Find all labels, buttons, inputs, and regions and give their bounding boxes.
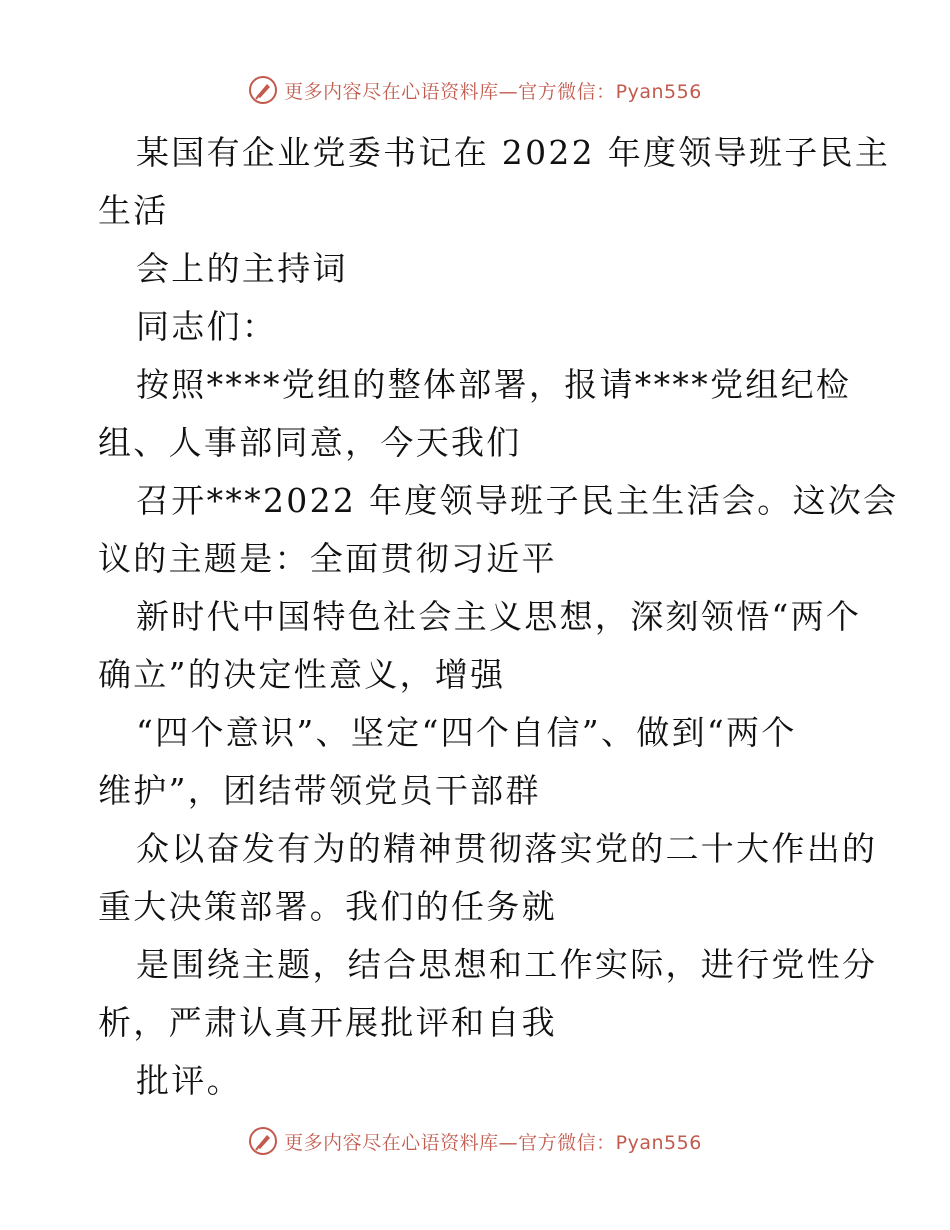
watermark-text: 更多内容尽在心语资料库—官方微信：Pyan556 xyxy=(284,80,702,103)
paragraph-line: 议的主题是：全面贯彻习近平 xyxy=(98,539,557,578)
paragraph-line: 新时代中国特色社会主义思想，深刻领悟“两个 xyxy=(136,597,862,636)
paragraph-line: 维护”，团结带领党员干部群 xyxy=(98,771,541,810)
paragraph-line: 确立”的决定性意义，增强 xyxy=(98,655,506,694)
document-body xyxy=(98,124,899,1110)
footer-watermark xyxy=(0,1121,950,1161)
watermark-brand xyxy=(248,1126,702,1156)
paragraph-line: 组、人事部同意，今天我们 xyxy=(98,423,522,462)
paragraph-line: 召开***2022 年度领导班子民主生活会。这次会 xyxy=(136,481,899,520)
quill-pen-icon xyxy=(248,1126,278,1156)
title-line-2: 生活 xyxy=(98,191,169,230)
paragraph-line: “四个意识”、坚定“四个自信”、做到“两个 xyxy=(136,713,797,752)
title-line-3: 会上的主持词 xyxy=(136,249,348,288)
salutation: 同志们： xyxy=(136,307,278,346)
paragraph-line: 批评。 xyxy=(136,1061,242,1100)
paragraph-line: 按照****党组的整体部署，报请****党组纪检 xyxy=(136,365,852,404)
header-watermark xyxy=(0,70,950,110)
paragraph-line: 是围绕主题，结合思想和工作实际，进行党性分 xyxy=(136,945,878,984)
title-line-1: 某国有企业党委书记在 2022 年度领导班子民主 xyxy=(136,133,891,172)
paragraph-line: 众以奋发有为的精神贯彻落实党的二十大作出的 xyxy=(136,829,878,868)
paragraph-line: 析，严肃认真开展批评和自我 xyxy=(98,1003,557,1042)
watermark-brand xyxy=(248,75,702,105)
quill-pen-icon xyxy=(248,75,278,105)
watermark-text: 更多内容尽在心语资料库—官方微信：Pyan556 xyxy=(284,1131,702,1154)
paragraph-line: 重大决策部署。我们的任务就 xyxy=(98,887,557,926)
